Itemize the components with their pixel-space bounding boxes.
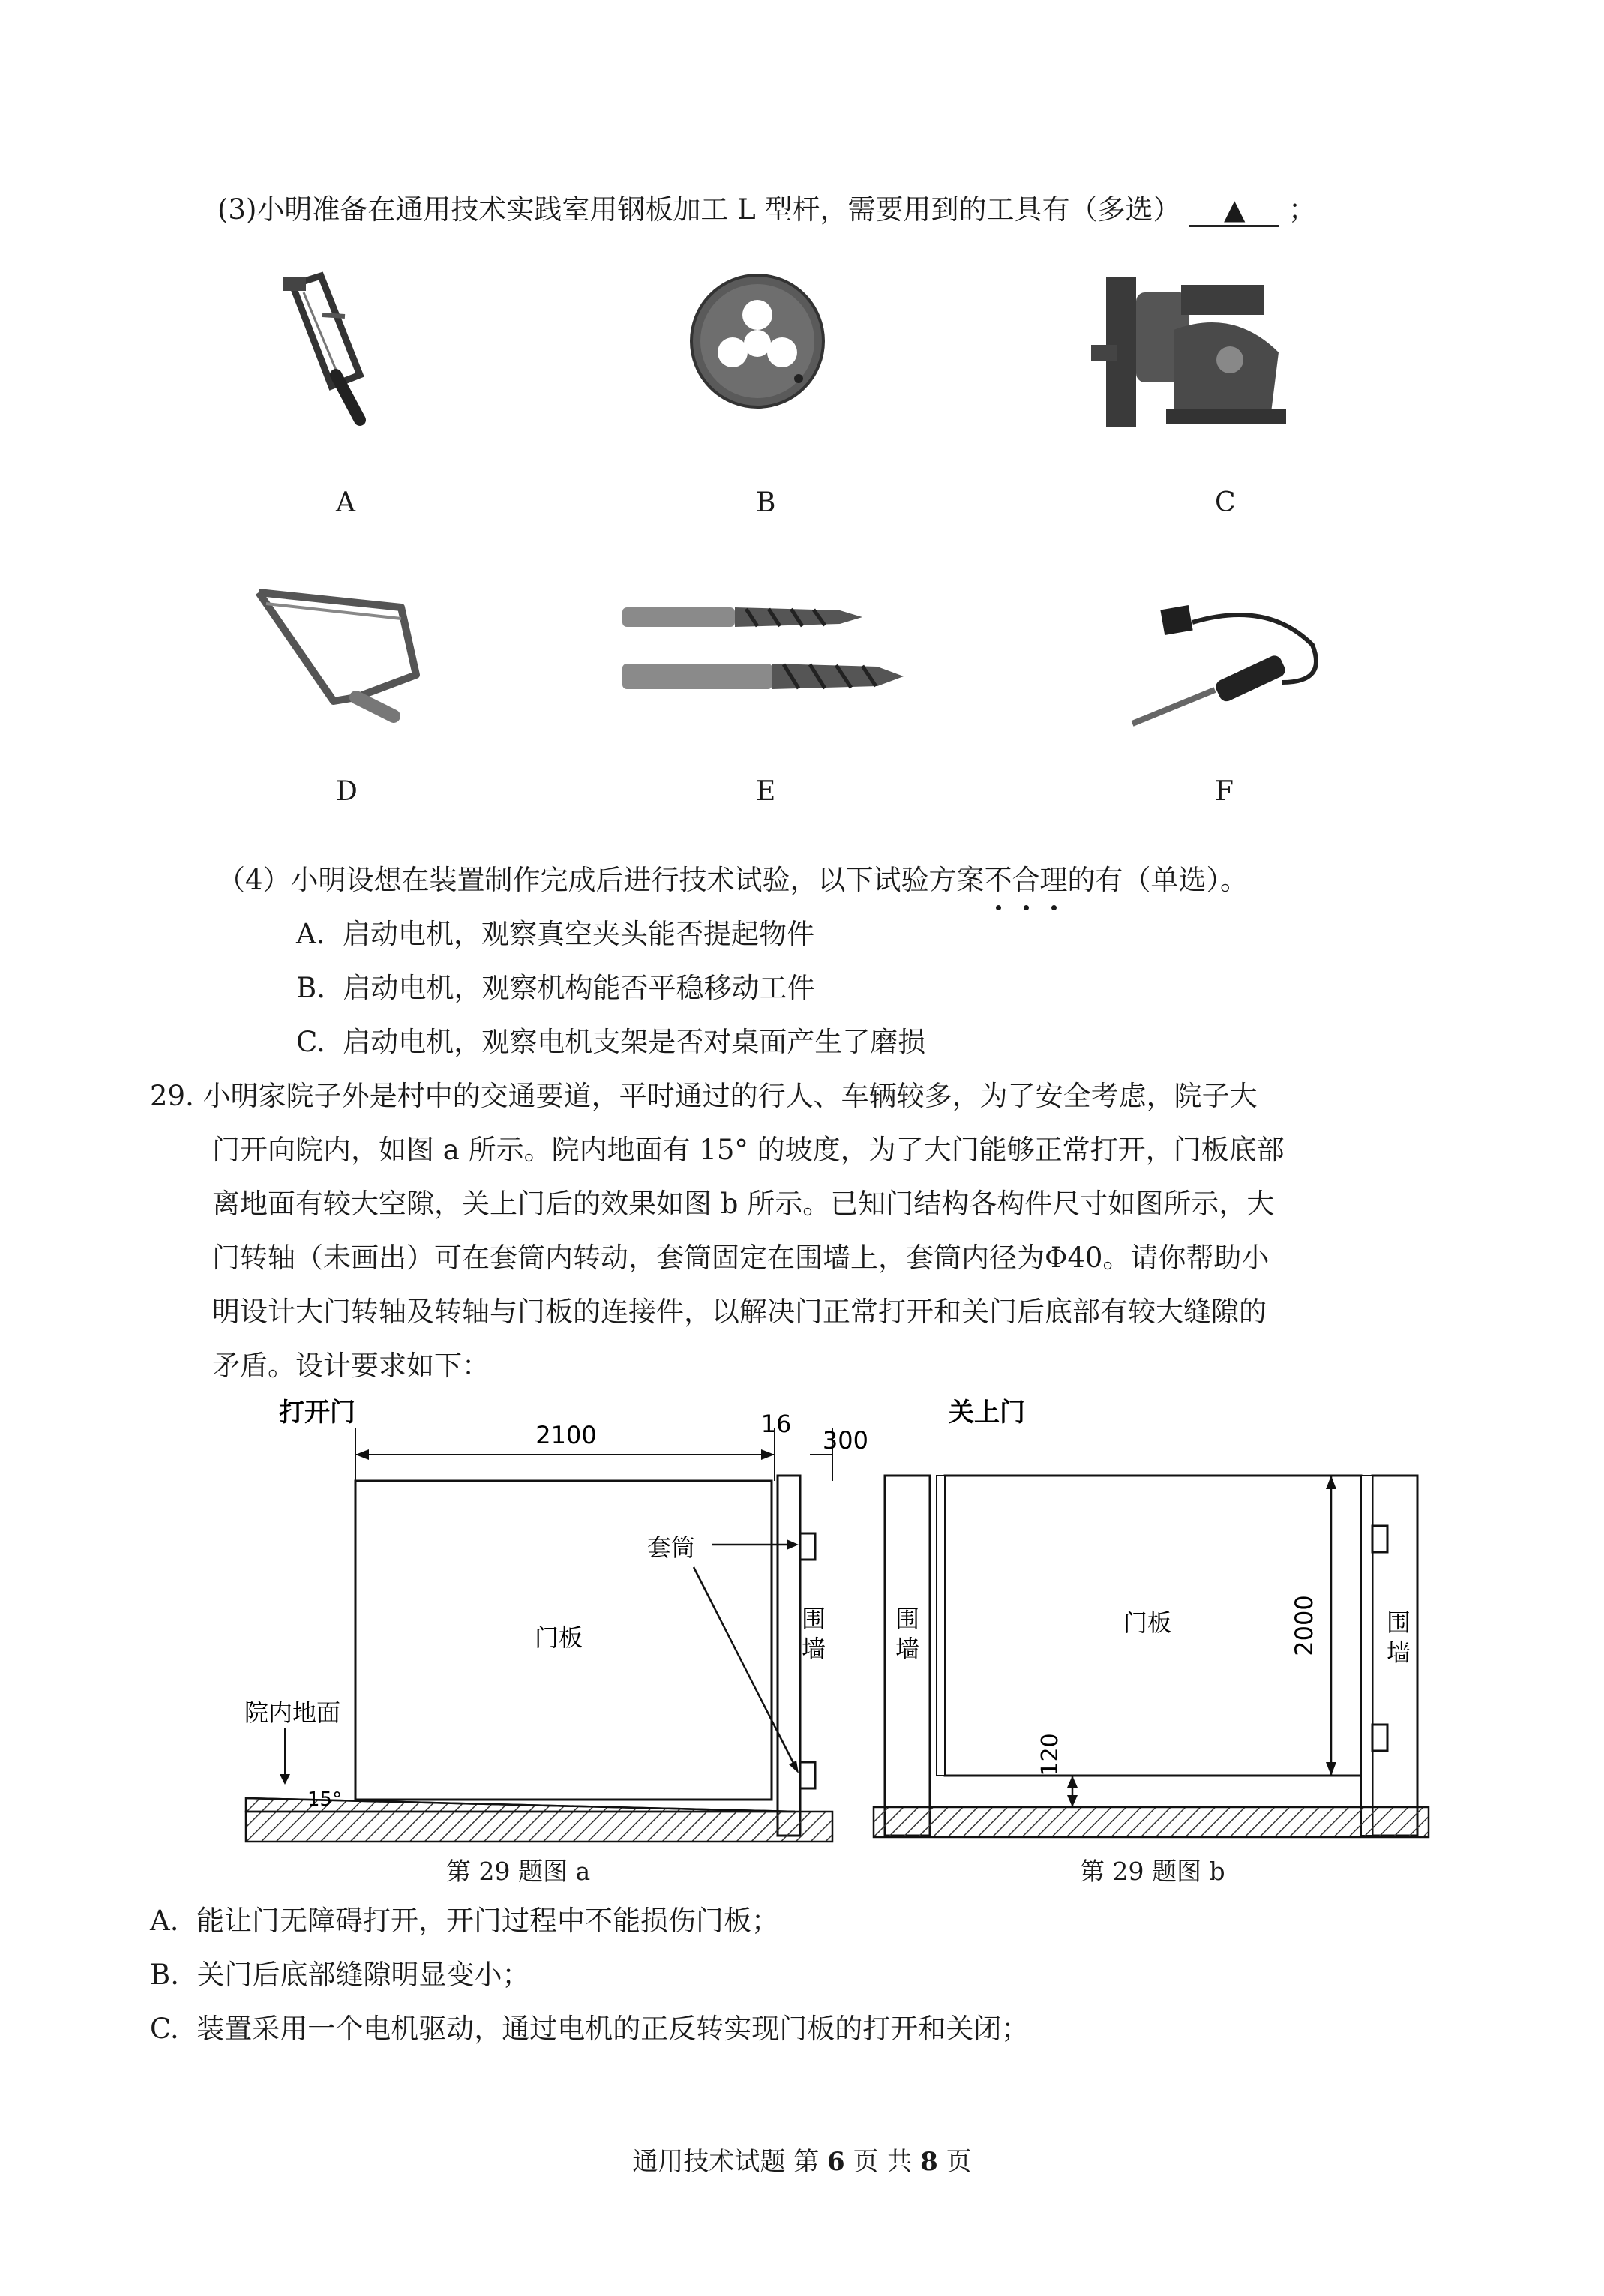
q28-4-option-b[interactable]: B. 启动电机，观察机构能否平稳移动工件 [296, 972, 815, 1004]
requirement-c: C. 装置采用一个电机驱动，通过电机的正反转实现门板的打开和关闭； [150, 2013, 1030, 2045]
q28-4-option-a[interactable]: A. 启动电机，观察真空夹头能否提起物件 [296, 918, 815, 950]
ground-hatch-a [246, 1812, 832, 1842]
jigsaw-icon [277, 262, 397, 435]
page-footer: 通用技术试题 第 6 页 共 8 页 [632, 2147, 972, 2177]
sleeve-top [800, 1533, 815, 1560]
requirement-a: A. 能让门无障碍打开，开门过程中不能损伤门板； [150, 1905, 780, 1937]
sleeve-b-bottom [1372, 1725, 1387, 1751]
dim-gap: 16 [760, 1410, 792, 1438]
sleeve-label: 套筒 [646, 1533, 696, 1562]
bench-vise-icon [1084, 262, 1294, 435]
page-number: 6 [827, 2147, 845, 2177]
wall-left-label-2: 墙 [895, 1635, 920, 1663]
q28-4-stem: （4）小明设想在装置制作完成后进行技术试验，以下试验方案不合理的有（单选）。 [217, 861, 1248, 900]
dim-gap-b: 120 [1037, 1733, 1063, 1776]
wall-right-a [778, 1476, 800, 1836]
tool-label-f: F [1215, 776, 1234, 807]
q29-line-2: 门开向院内，如图 a 所示。院内地面有 15° 的坡度，为了大门能够正常打开，门板底部 [212, 1134, 1285, 1166]
tool-label-c: C [1215, 487, 1236, 518]
sleeve-bottom [800, 1762, 815, 1788]
dim-wall: 300 [822, 1426, 868, 1455]
wall-label-a-2: 墙 [801, 1635, 826, 1663]
q28-3-text: (3)小明准备在通用技术实践室用钢板加工 L 型杆，需要用到的工具有（多选） [217, 193, 1181, 226]
tool-label-b: B [756, 487, 776, 518]
q29-line-5: 明设计大门转轴及转轴与门板的连接件，以解决门正常打开和关门后底部有较大缝隙的 [212, 1296, 1267, 1328]
fig-b-caption: 第 29 题图 b [1080, 1857, 1225, 1886]
drill-bit-icon [615, 592, 907, 705]
soldering-iron-icon [1102, 577, 1335, 735]
door-label-a: 门板 [534, 1623, 583, 1652]
figure-b-closed-door [862, 1387, 1440, 1852]
dim-width: 2100 [535, 1421, 597, 1449]
page-total: 8 [920, 2147, 938, 2177]
q29-line-4: 门转轴（未画出）可在套筒内转动，套筒固定在围墙上，套筒内径为Φ40。请你帮助小 [212, 1242, 1270, 1274]
tool-label-e: E [756, 776, 776, 807]
q29-line-1: 29. 小明家院子外是村中的交通要道，平时通过的行人、车辆较多，为了安全考虑，院子大 [150, 1080, 1258, 1112]
wall-left-label-1: 围 [895, 1605, 920, 1633]
sleeve-b-top [1372, 1526, 1387, 1552]
q28-3-stem: (3)小明准备在通用技术实践室用钢板加工 L 型杆，需要用到的工具有（多选） ▲ ； [217, 193, 1317, 226]
fig-b-title: 关上门 [949, 1398, 1025, 1428]
hacksaw-icon [244, 570, 439, 720]
ground-hatch-b [874, 1807, 1429, 1837]
fig-a-title: 打开门 [279, 1398, 355, 1428]
tool-label-d: D [336, 776, 358, 807]
angle-label: 15° [307, 1788, 343, 1811]
fig-a-caption: 第 29 题图 a [446, 1857, 591, 1886]
door-label-b: 门板 [1123, 1608, 1172, 1637]
tool-label-a: A [336, 487, 355, 518]
ground-label: 院内地面 [244, 1698, 341, 1727]
dim-height: 2000 [1290, 1595, 1318, 1656]
q28-4-option-c[interactable]: C. 启动电机，观察电机支架是否对桌面产生了磨损 [296, 1026, 926, 1058]
figure-a-open-door [225, 1387, 868, 1852]
wall-right-label-2: 墙 [1386, 1638, 1411, 1667]
die-icon [686, 270, 829, 412]
q29-line-6: 矛盾。设计要求如下： [212, 1350, 490, 1382]
q29-line-3: 离地面有较大空隙，关上门后的效果如图 b 所示。已知门结构各构件尺寸如图所示，大 [212, 1188, 1275, 1220]
answer-blank[interactable]: ▲ [1189, 195, 1279, 227]
wall-label-a-1: 围 [801, 1605, 826, 1633]
requirement-b: B. 关门后底部缝隙明显变小； [150, 1959, 530, 1991]
wall-right-label-1: 围 [1386, 1608, 1411, 1637]
